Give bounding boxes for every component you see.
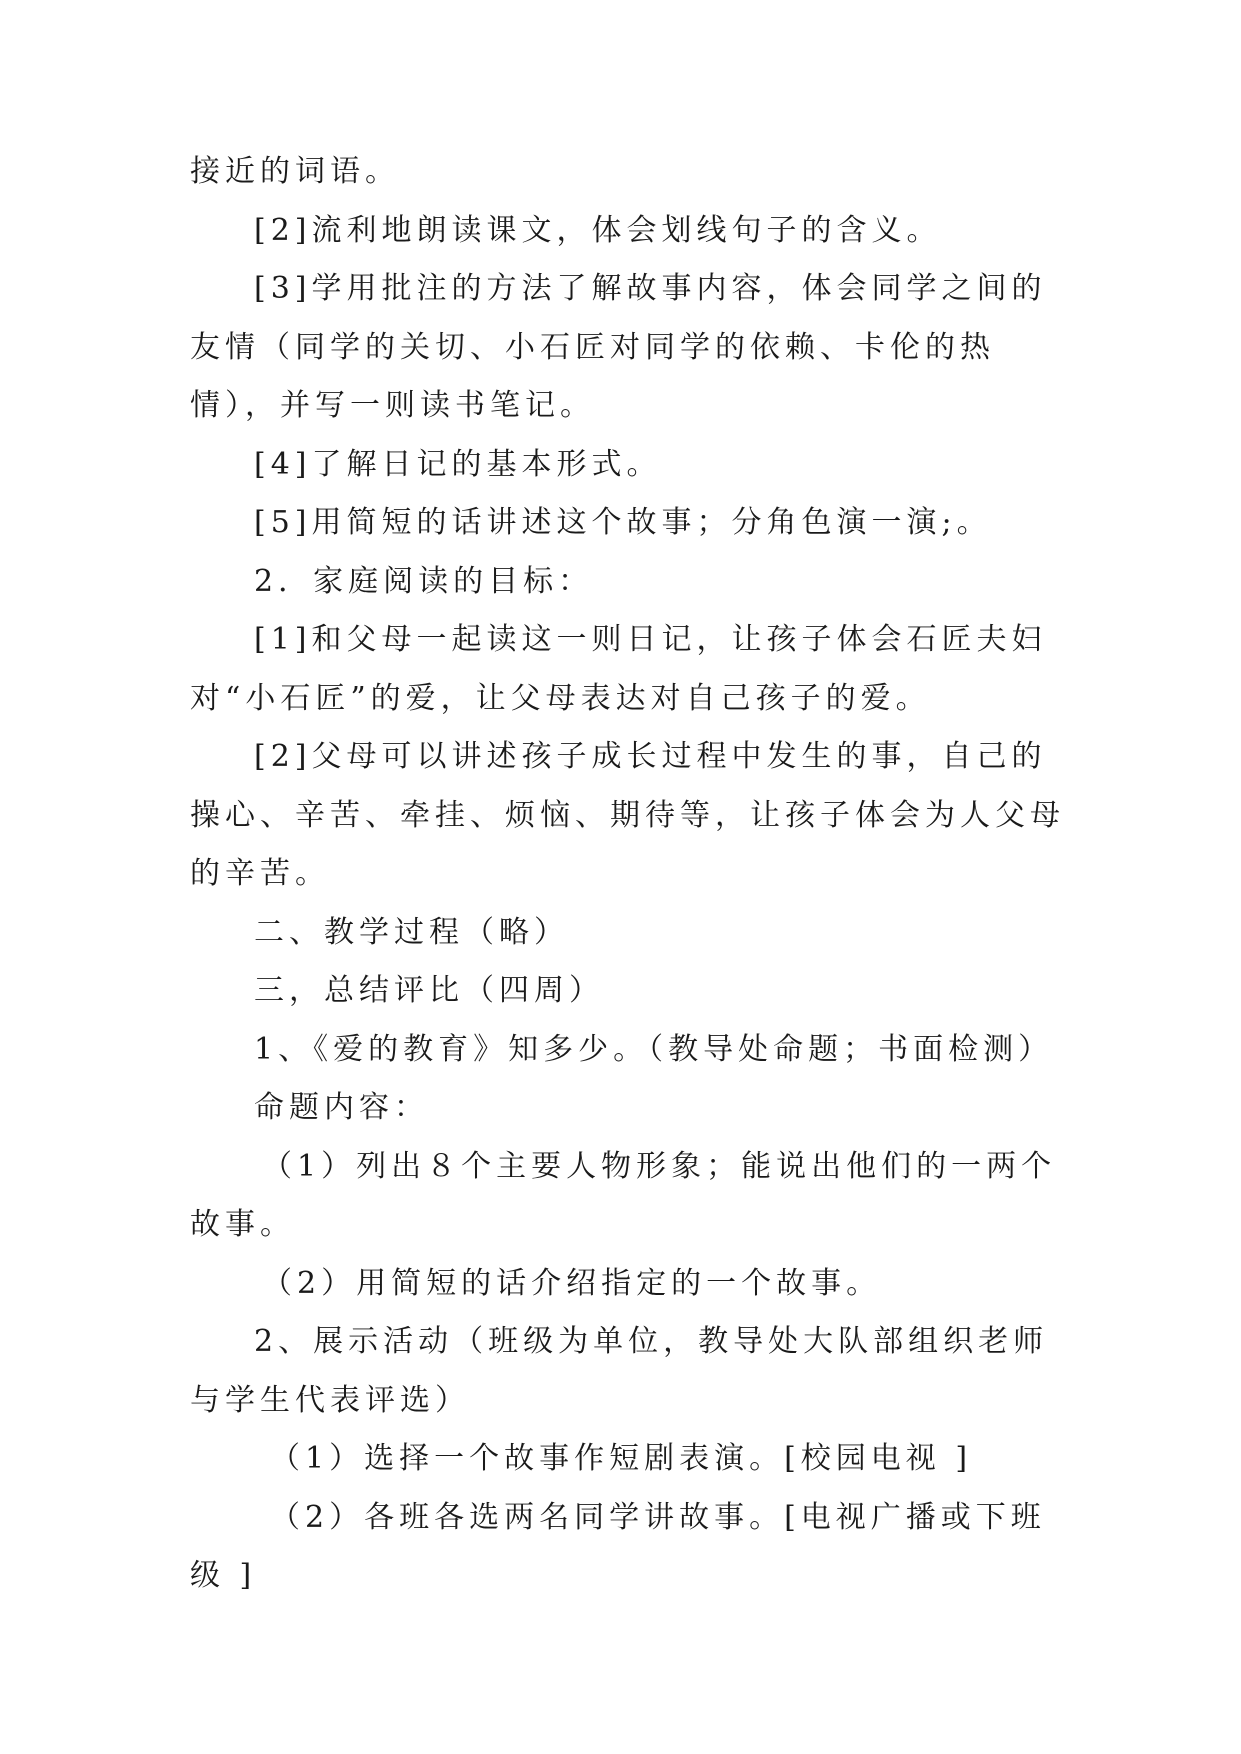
paragraph: 接近的词语。 — [190, 154, 400, 189]
paragraph: （2）用简短的话介绍指定的一个故事。 — [262, 1265, 882, 1301]
paragraph: [4]了解日记的基本形式。 — [254, 446, 662, 482]
paragraph: 2、展示活动（班级为单位，教导处大队部组织老师与学生代表评选） — [190, 1324, 1049, 1418]
paragraph: （1）列出８个主要人物形象；能说出他们的一两个故事。 — [190, 1148, 1057, 1242]
paragraph: [2]父母可以讲述孩子成长过程中发生的事，自己的操心、辛苦、牵挂、烦恼、期待等，让孩子体会为人父母的辛苦。 — [190, 739, 1065, 891]
paragraph: 1、《爱的教育》知多少。（教导处命题；书面检测） — [254, 1031, 1054, 1067]
paragraph: 命题内容： — [254, 1090, 429, 1125]
paragraph: [1]和父母一起读这一则日记，让孩子体会石匠夫妇对“小石匠”的爱，让父母表达对自己孩子的爱。 — [190, 622, 1047, 716]
document-body — [190, 143, 1070, 1606]
paragraph: [3]学用批注的方法了解故事内容，体会同学之间的友情（同学的关切、小石匠对同学的依赖、卡伦的热情），并写一则读书笔记。 — [190, 271, 1047, 423]
paragraph: [2]流利地朗读课文，体会划线句子的含义。 — [254, 212, 942, 248]
paragraph: 三，总结评比（四周） — [254, 973, 604, 1008]
paragraph: 二、教学过程（略） — [254, 914, 569, 950]
paragraph: （1）选择一个故事作短剧表演。[校园电视 ] — [270, 1441, 973, 1476]
paragraph: [5]用简短的话讲述这个故事；分角色演一演;。 — [254, 505, 992, 540]
paragraph: 2．家庭阅读的目标： — [254, 563, 594, 599]
paragraph: （2）各班各选两名同学讲故事。[电视广播或下班级 ] — [190, 1499, 1046, 1593]
